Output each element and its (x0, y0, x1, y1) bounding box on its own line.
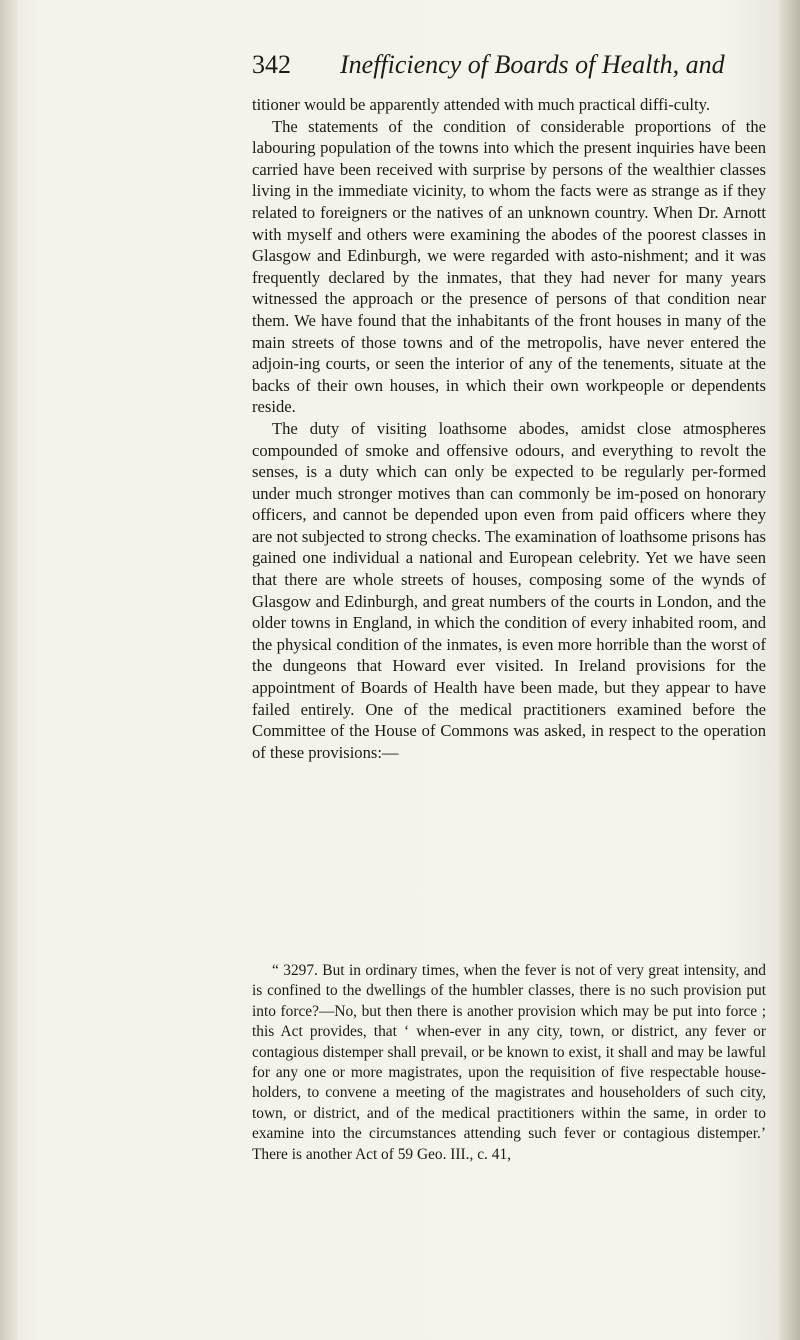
page-left-edge (0, 0, 18, 1340)
quote-paragraph: “ 3297. But in ordinary times, when the fever is not of very great intensity, and is confined to the dwellings of the humbler classes, there is no such provision put into force?—No, but then there is another provision which may be put into force ; this Act provides, that ‘ when-ever in any city, town, or district, any fever or contagious distemper shall prevail, or be known to exist, it shall and may be lawful for any one or more magistrates, upon the requisition of five respectable house-holders, to convene a meeting of the magistrates and householders of such city, town, or district, and of the medical practitioners within the same, in order to examine into the circumstances attending such fever or contagious distemper.’ There is another Act of 59 Geo. III., c. 41, (252, 962, 766, 1163)
paragraph-continuation: titioner would be apparently attended with much practical diffi-culty. (252, 95, 711, 114)
body-text (252, 94, 766, 763)
page-right-edge (778, 0, 800, 1340)
paragraph: The duty of visiting loathsome abodes, amidst close atmospheres compounded of smoke and offensive odours, and everything to revolt the senses, is a duty which can only be expected to be regularly per-formed under much stronger motives than can commonly be im-posed on honorary officers, and cannot be depended upon even from paid officers where they are not subjected to strong checks. The examination of loathsome prisons has gained one individual a national and European celebrity. Yet we have seen that there are whole streets of houses, composing some of the wynds of Glasgow and Edinburgh, and great numbers of the courts in London, and the older towns in England, in which the condition of every inhabited room, and the physical condition of the inmates, is even more horrible than the worst of the dungeons that Howard ever visited. In Ireland provisions for the appointment of Boards of Health have been made, but they appear to have failed entirely. One of the medical practitioners examined before the Committee of the House of Commons was asked, in respect to the operation of these provisions:— (252, 418, 766, 762)
evidence-quote (252, 961, 766, 1165)
running-title: Inefficiency of Boards of Health, and (340, 50, 725, 79)
page-number: 342 (252, 50, 291, 79)
paragraph: The statements of the condition of considerable proportions of the labouring population of the towns into which the present inquiries have been carried have been received with surprise by persons of the wealthier classes living in the immediate vicinity, to whom the facts were as strange as if they related to foreigners or the natives of an unknown country. When Dr. Arnott with myself and others were examining the abodes of the poorest classes in Glasgow and Edinburgh, we were regarded with asto-nishment; and it was frequently declared by the inmates, that they had never for many years witnessed the approach or the presence of persons of that condition near them. We have found that the inhabitants of the front houses in many of the main streets of those towns and of the metropolis, have never entered the adjoin-ing courts, or seen the interior of any of the tenements, situate at the backs of their own houses, in which their own workpeople or dependents reside. (252, 116, 766, 417)
